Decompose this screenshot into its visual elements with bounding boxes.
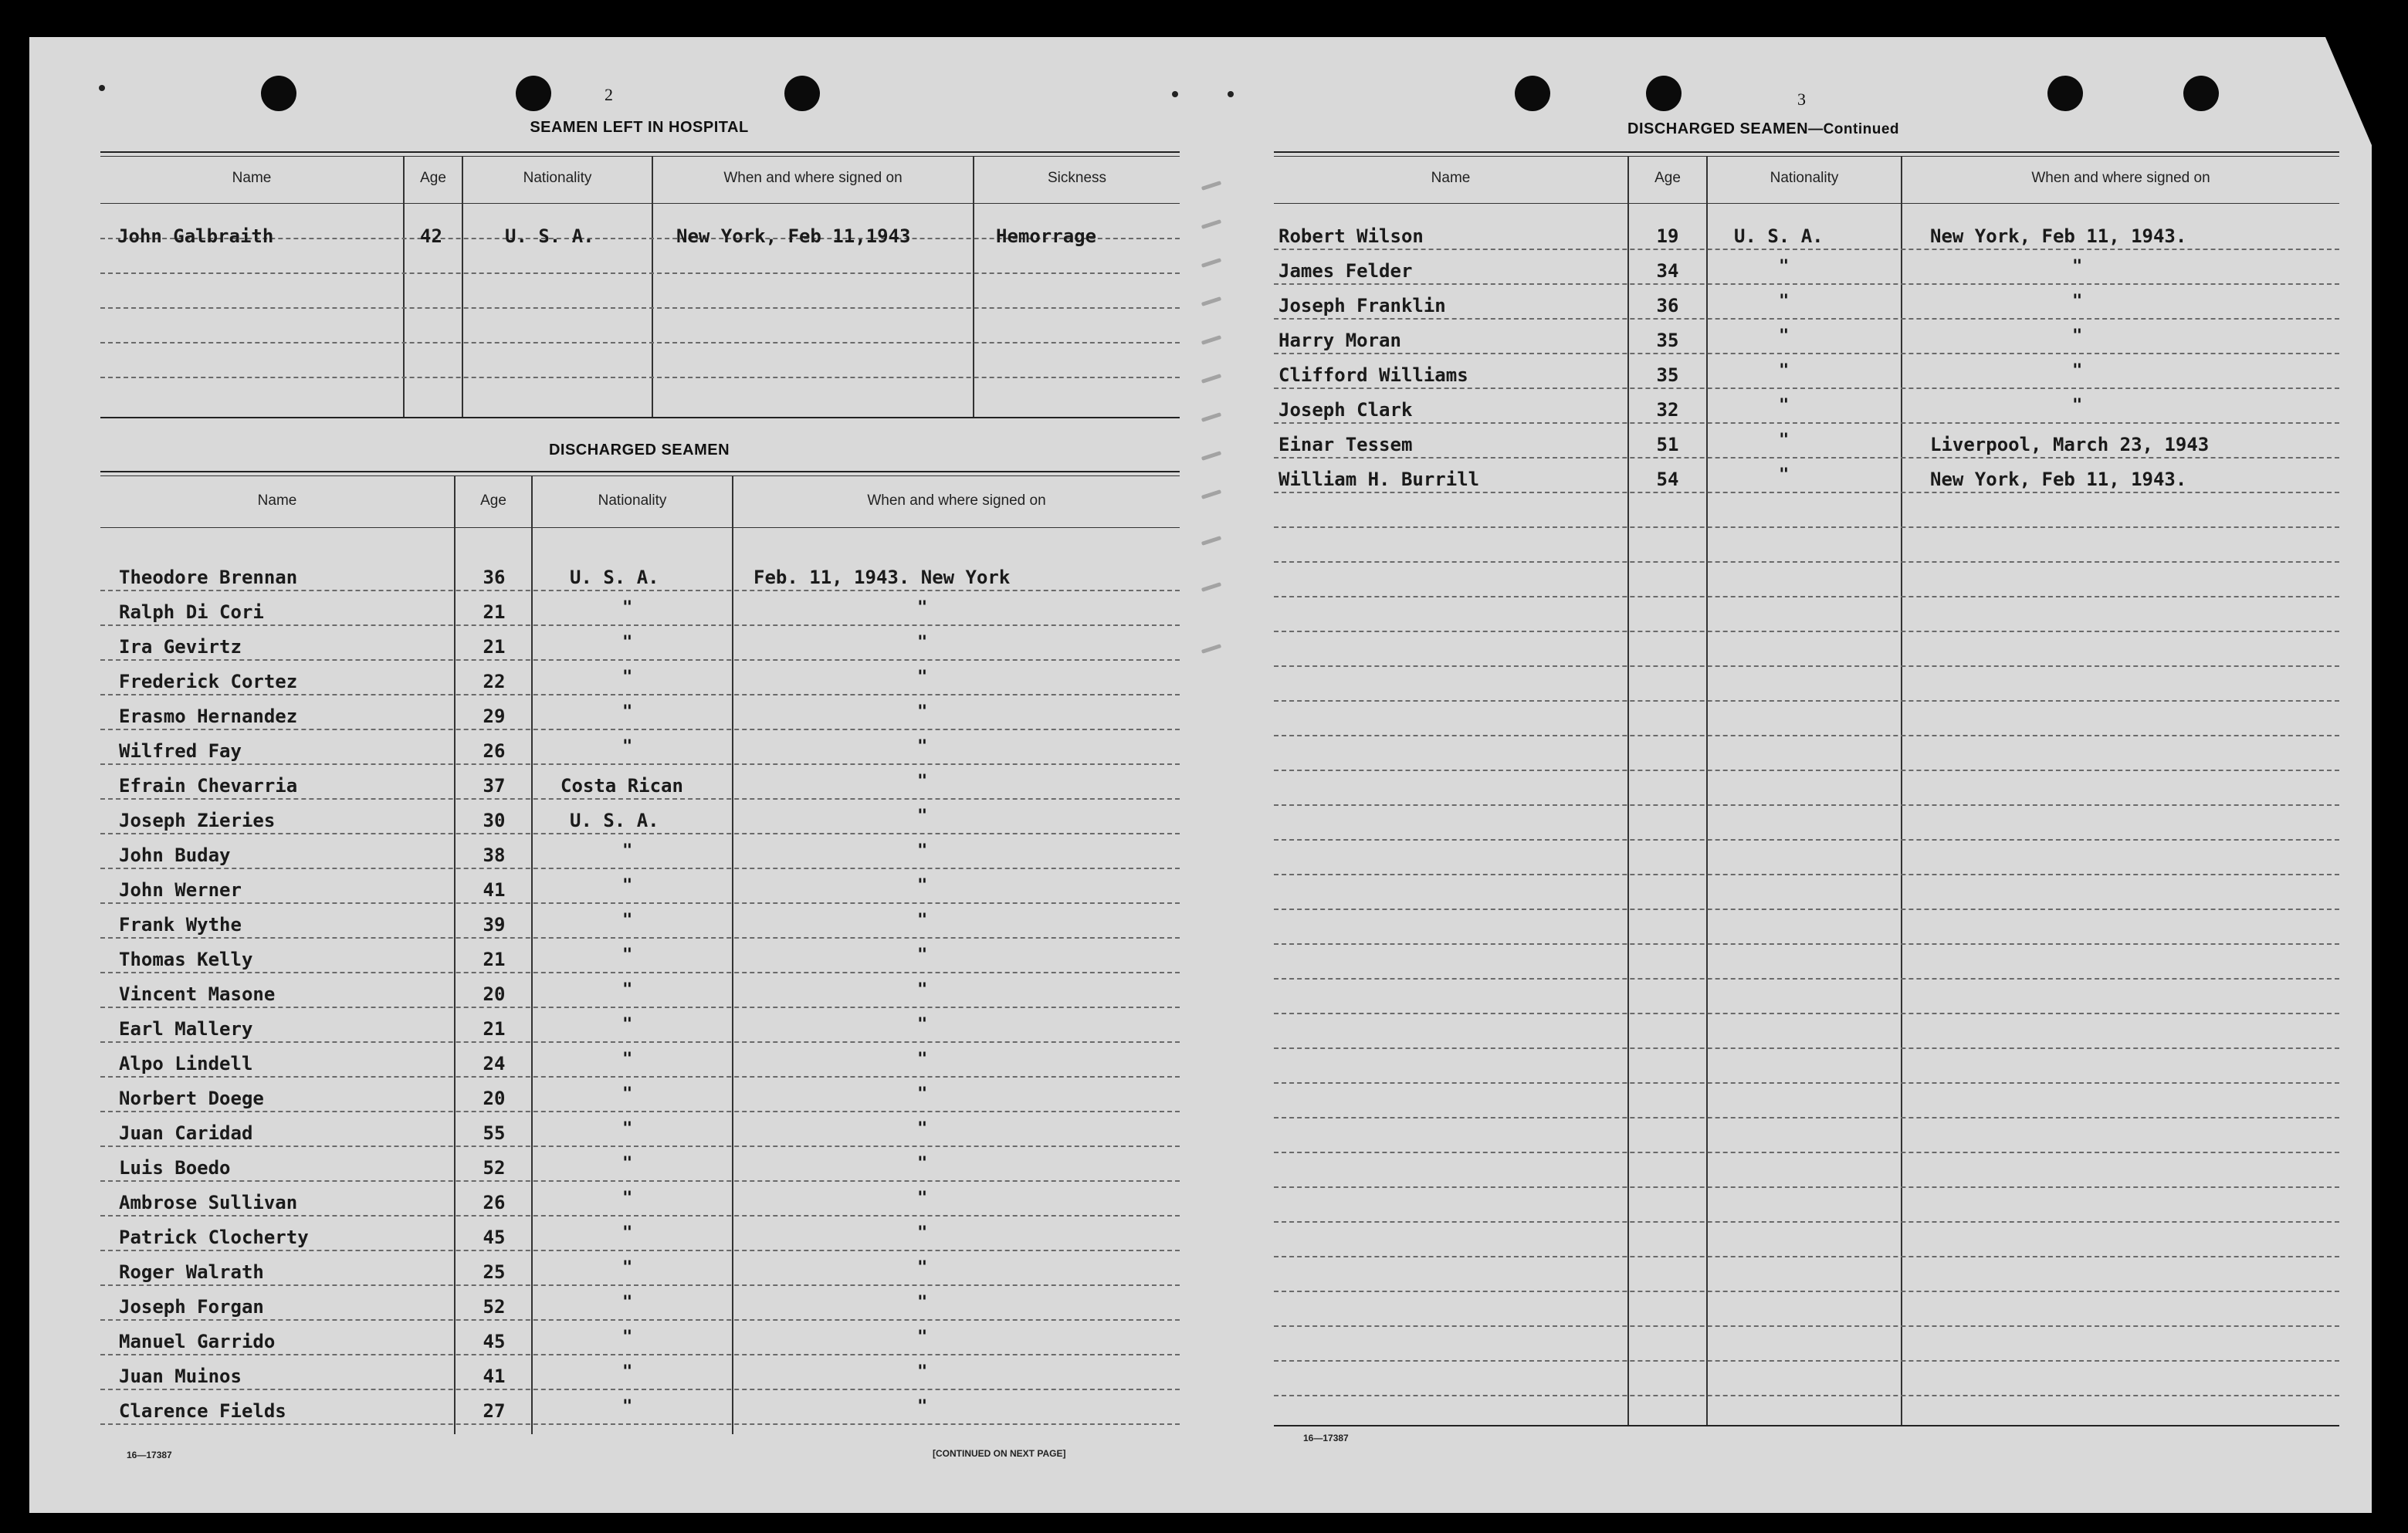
header-nationality: Nationality <box>598 492 667 509</box>
seaman-name: Joseph Franklin <box>1279 295 1446 316</box>
row-rule <box>1274 1013 2339 1014</box>
seaman-age: 51 <box>1656 434 1679 455</box>
ditto-mark: " <box>622 1362 633 1382</box>
seaman-name: Manuel Garrido <box>119 1331 276 1352</box>
row-rule <box>1274 1047 2339 1049</box>
ditto-mark: " <box>2072 361 2083 381</box>
row-rule <box>1274 804 2339 806</box>
row-rule <box>100 1284 1180 1286</box>
ditto-mark: " <box>1779 292 1790 311</box>
discharged-section-title: DISCHARGED SEAMEN <box>548 442 730 459</box>
seaman-age: 34 <box>1656 260 1679 282</box>
row-rule <box>1274 735 2339 736</box>
ditto-mark: " <box>1779 361 1790 381</box>
ditto-mark: " <box>622 946 633 965</box>
seaman-age: 19 <box>1656 225 1679 247</box>
row-rule <box>1274 283 2339 285</box>
seaman-name: Wilfred Fay <box>119 740 242 762</box>
seaman-age: 24 <box>483 1053 506 1074</box>
seaman-name: Frank Wythe <box>119 914 242 936</box>
rule <box>100 471 1180 472</box>
header-age: Age <box>1654 170 1681 186</box>
row-rule <box>1274 596 2339 597</box>
ditto-mark: " <box>917 1328 928 1347</box>
row-rule <box>100 1215 1180 1217</box>
seaman-age: 30 <box>483 810 506 831</box>
row-rule <box>100 902 1180 904</box>
row-rule <box>1274 909 2339 910</box>
ditto-mark: " <box>622 980 633 1000</box>
ditto-mark: " <box>1779 431 1790 450</box>
punch-hole <box>784 76 820 111</box>
row-rule <box>100 1319 1180 1321</box>
seaman-name: Ira Gevirtz <box>119 636 242 658</box>
seaman-age: 36 <box>483 567 506 588</box>
ditto-mark: " <box>917 946 928 965</box>
seaman-name: Luis Boedo <box>119 1157 231 1179</box>
ditto-mark: " <box>622 1154 633 1173</box>
ditto-mark: " <box>622 1085 633 1104</box>
row-rule <box>1274 978 2339 980</box>
row-rule <box>100 937 1180 939</box>
seaman-name: Frederick Cortez <box>119 671 298 692</box>
row-rule <box>100 1389 1180 1390</box>
ditto-mark: " <box>917 1085 928 1104</box>
header-age: Age <box>480 492 506 509</box>
punch-hole <box>516 76 551 111</box>
hospital-age: 42 <box>420 225 442 247</box>
row-rule <box>1274 700 2339 702</box>
row-rule <box>100 377 1180 378</box>
rule <box>1274 1425 2339 1426</box>
form-number: 16—17387 <box>127 1450 172 1460</box>
header-signed-on: When and where signed on <box>867 492 1046 509</box>
ditto-mark: " <box>917 1154 928 1173</box>
seaman-name: John Buday <box>119 844 231 866</box>
ditto-mark: " <box>622 1293 633 1312</box>
seaman-name: Clarence Fields <box>119 1400 286 1422</box>
header-nationality: Nationality <box>1770 170 1839 186</box>
manifest-sheet <box>29 37 2372 1513</box>
header-nationality: Nationality <box>523 170 592 186</box>
ditto-mark: " <box>622 911 633 930</box>
pin-mark <box>99 85 105 91</box>
row-rule <box>1274 1186 2339 1188</box>
ditto-mark: " <box>917 772 928 791</box>
punch-hole <box>261 76 296 111</box>
rule <box>100 527 1180 528</box>
seaman-age: 29 <box>483 706 506 727</box>
row-rule <box>100 1250 1180 1251</box>
row-rule <box>1274 353 2339 354</box>
row-rule <box>1274 943 2339 945</box>
seaman-name: Alpo Lindell <box>119 1053 253 1074</box>
row-rule <box>100 868 1180 869</box>
row-rule <box>100 1146 1180 1147</box>
seaman-age: 20 <box>483 983 506 1005</box>
ditto-mark: " <box>917 598 928 618</box>
seaman-name: James Felder <box>1279 260 1413 282</box>
row-rule <box>100 763 1180 765</box>
ditto-mark: " <box>2072 327 2083 346</box>
seaman-age: 22 <box>483 671 506 692</box>
seaman-age: 21 <box>483 949 506 970</box>
hospital-section-title: SEAMEN LEFT IN HOSPITAL <box>530 119 749 136</box>
header-signed-on: When and where signed on <box>723 170 903 186</box>
ditto-mark: " <box>1779 396 1790 415</box>
ditto-mark: " <box>622 598 633 618</box>
header-sickness: Sickness <box>1047 170 1107 186</box>
seaman-name: Einar Tessem <box>1279 434 1413 455</box>
ditto-mark: " <box>917 668 928 687</box>
seaman-age: 39 <box>483 914 506 936</box>
seaman-age: 26 <box>483 740 506 762</box>
row-rule <box>100 729 1180 730</box>
seaman-age: 52 <box>483 1157 506 1179</box>
ditto-mark: " <box>1779 327 1790 346</box>
row-rule <box>1274 1152 2339 1153</box>
seaman-age: 38 <box>483 844 506 866</box>
seaman-name: Theodore Brennan <box>119 567 298 588</box>
seaman-name: Patrick Clocherty <box>119 1227 309 1248</box>
ditto-mark: " <box>622 1189 633 1208</box>
ditto-mark: " <box>917 980 928 1000</box>
column-divider <box>732 475 733 1434</box>
row-rule <box>1274 1291 2339 1292</box>
seaman-age: 35 <box>1656 330 1679 351</box>
seaman-name: Juan Muinos <box>119 1365 242 1387</box>
seaman-name: Robert Wilson <box>1279 225 1424 247</box>
row-rule <box>1274 665 2339 667</box>
seaman-nationality: U. S. A. <box>570 810 659 831</box>
row-rule <box>100 624 1180 626</box>
header-name: Name <box>1431 170 1471 186</box>
ditto-mark: " <box>1779 465 1790 485</box>
ditto-mark: " <box>622 1015 633 1034</box>
form-number: 16—17387 <box>1303 1433 1349 1443</box>
seaman-name: Joseph Clark <box>1279 399 1413 421</box>
page-number: 2 <box>605 85 613 104</box>
header-name: Name <box>232 170 272 186</box>
rule <box>100 151 1180 153</box>
seaman-age: 26 <box>483 1192 506 1213</box>
row-rule <box>1274 1221 2339 1223</box>
ditto-mark: " <box>917 807 928 826</box>
row-rule <box>1274 1082 2339 1084</box>
seaman-age: 41 <box>483 1365 506 1387</box>
seaman-name: Harry Moran <box>1279 330 1401 351</box>
row-rule <box>100 659 1180 661</box>
seaman-nationality: Costa Rican <box>561 775 683 797</box>
column-divider <box>454 475 456 1434</box>
seaman-name: Ambrose Sullivan <box>119 1192 298 1213</box>
ditto-mark: " <box>622 1328 633 1347</box>
ditto-mark: " <box>917 1189 928 1208</box>
ditto-mark: " <box>917 1293 928 1312</box>
ditto-mark: " <box>622 702 633 722</box>
row-rule <box>100 1041 1180 1043</box>
seaman-name: William H. Burrill <box>1279 469 1480 490</box>
ditto-mark: " <box>622 668 633 687</box>
row-rule <box>100 833 1180 834</box>
row-rule <box>1274 839 2339 841</box>
seaman-signed-on: Feb. 11, 1943. New York <box>754 567 1011 588</box>
row-rule <box>100 972 1180 973</box>
row-rule <box>1274 1117 2339 1118</box>
punch-hole <box>2047 76 2083 111</box>
seaman-name: Norbert Doege <box>119 1088 264 1109</box>
row-rule <box>1274 387 2339 389</box>
title-suffix: —Continued <box>1808 121 1900 137</box>
row-rule <box>1274 1325 2339 1327</box>
seaman-age: 27 <box>483 1400 506 1422</box>
seaman-name: Juan Caridad <box>119 1122 253 1144</box>
row-rule <box>100 694 1180 695</box>
seaman-age: 54 <box>1656 469 1679 490</box>
seaman-nationality: U. S. A. <box>570 567 659 588</box>
row-rule <box>100 798 1180 800</box>
seaman-name: Joseph Forgan <box>119 1296 264 1318</box>
row-rule <box>100 1423 1180 1425</box>
rule <box>100 203 1180 204</box>
ditto-mark: " <box>917 1258 928 1278</box>
seaman-name: Roger Walrath <box>119 1261 264 1283</box>
ditto-mark: " <box>1779 257 1790 276</box>
ditto-mark: " <box>2072 292 2083 311</box>
punch-hole <box>2183 76 2219 111</box>
page-number: 3 <box>1797 90 1806 109</box>
seaman-name: John Werner <box>119 879 242 901</box>
ditto-mark: " <box>917 841 928 861</box>
row-rule <box>1274 561 2339 563</box>
row-rule <box>1274 492 2339 493</box>
seaman-age: 45 <box>483 1227 506 1248</box>
seaman-age: 52 <box>483 1296 506 1318</box>
ditto-mark: " <box>622 737 633 756</box>
seaman-nationality: U. S. A. <box>1734 225 1824 247</box>
row-rule <box>100 1007 1180 1008</box>
pin-mark <box>1172 91 1178 97</box>
seaman-name: Erasmo Hernandez <box>119 706 298 727</box>
continued-note: [CONTINUED ON NEXT PAGE] <box>933 1448 1066 1459</box>
rule <box>1274 156 2339 157</box>
seaman-age: 45 <box>483 1331 506 1352</box>
row-rule <box>1274 874 2339 875</box>
ditto-mark: " <box>917 1397 928 1416</box>
seaman-age: 20 <box>483 1088 506 1109</box>
seaman-name: Thomas Kelly <box>119 949 253 970</box>
row-rule <box>1274 422 2339 424</box>
ditto-mark: " <box>917 633 928 652</box>
column-divider <box>1901 156 1902 1425</box>
rule <box>100 156 1180 157</box>
row-rule <box>100 307 1180 309</box>
ditto-mark: " <box>917 737 928 756</box>
seaman-signed-on: Liverpool, March 23, 1943 <box>1930 434 2210 455</box>
seaman-age: 35 <box>1656 364 1679 386</box>
row-rule <box>100 1180 1180 1182</box>
punch-hole <box>1515 76 1550 111</box>
ditto-mark: " <box>622 1223 633 1243</box>
ditto-mark: " <box>917 911 928 930</box>
column-divider <box>1627 156 1629 1425</box>
header-age: Age <box>420 170 446 186</box>
pin-mark <box>1228 91 1234 97</box>
seaman-age: 25 <box>483 1261 506 1283</box>
binding-gutter <box>1201 107 1232 1450</box>
ditto-mark: " <box>622 1397 633 1416</box>
hospital-signed-on: New York, Feb 11,1943 <box>676 225 911 247</box>
row-rule <box>1274 318 2339 320</box>
seaman-name: Efrain Chevarria <box>119 775 298 797</box>
ditto-mark: " <box>622 841 633 861</box>
row-rule <box>1274 249 2339 250</box>
row-rule <box>1274 631 2339 632</box>
seaman-signed-on: New York, Feb 11, 1943. <box>1930 225 2187 247</box>
header-signed-on: When and where signed on <box>2031 170 2210 186</box>
row-rule <box>1274 1395 2339 1396</box>
seaman-name: Clifford Williams <box>1279 364 1468 386</box>
discharged-continued-title <box>1627 120 1952 138</box>
ditto-mark: " <box>917 1223 928 1243</box>
title-text: DISCHARGED SEAMEN <box>1627 120 1809 137</box>
ditto-mark: " <box>917 1050 928 1069</box>
seaman-signed-on: New York, Feb 11, 1943. <box>1930 469 2187 490</box>
seaman-age: 21 <box>483 601 506 623</box>
seaman-age: 37 <box>483 775 506 797</box>
ditto-mark: " <box>2072 396 2083 415</box>
seaman-age: 21 <box>483 1018 506 1040</box>
ditto-mark: " <box>2072 257 2083 276</box>
rule <box>1274 151 2339 153</box>
row-rule <box>100 272 1180 274</box>
header-name: Name <box>257 492 297 509</box>
row-rule <box>1274 1360 2339 1362</box>
row-rule <box>100 342 1180 343</box>
seaman-age: 32 <box>1656 399 1679 421</box>
rule <box>100 475 1180 476</box>
ditto-mark: " <box>917 876 928 895</box>
ditto-mark: " <box>917 1362 928 1382</box>
seaman-age: 36 <box>1656 295 1679 316</box>
seaman-age: 21 <box>483 636 506 658</box>
row-rule <box>1274 770 2339 771</box>
ditto-mark: " <box>622 1050 633 1069</box>
column-divider <box>531 475 533 1434</box>
ditto-mark: " <box>917 1119 928 1139</box>
hospital-name: John Galbraith <box>117 225 274 247</box>
seaman-name: Vincent Masone <box>119 983 276 1005</box>
rule <box>100 417 1180 418</box>
seaman-name: Ralph Di Cori <box>119 601 264 623</box>
ditto-mark: " <box>917 1015 928 1034</box>
ditto-mark: " <box>622 1258 633 1278</box>
row-rule <box>1274 457 2339 459</box>
ditto-mark: " <box>622 876 633 895</box>
row-rule <box>100 590 1180 591</box>
hospital-sickness: Hemorrage <box>996 225 1097 247</box>
punch-hole <box>1646 76 1682 111</box>
hospital-nationality: U. S. A. <box>505 225 594 247</box>
rule <box>1274 203 2339 204</box>
row-rule <box>100 1354 1180 1355</box>
ditto-mark: " <box>622 633 633 652</box>
row-rule <box>1274 526 2339 528</box>
seaman-age: 55 <box>483 1122 506 1144</box>
row-rule <box>100 1076 1180 1078</box>
ditto-mark: " <box>917 702 928 722</box>
seaman-age: 41 <box>483 879 506 901</box>
row-rule <box>1274 1256 2339 1257</box>
column-divider <box>1706 156 1708 1425</box>
ditto-mark: " <box>622 1119 633 1139</box>
row-rule <box>100 1111 1180 1112</box>
seaman-name: Joseph Zieries <box>119 810 276 831</box>
seaman-name: Earl Mallery <box>119 1018 253 1040</box>
